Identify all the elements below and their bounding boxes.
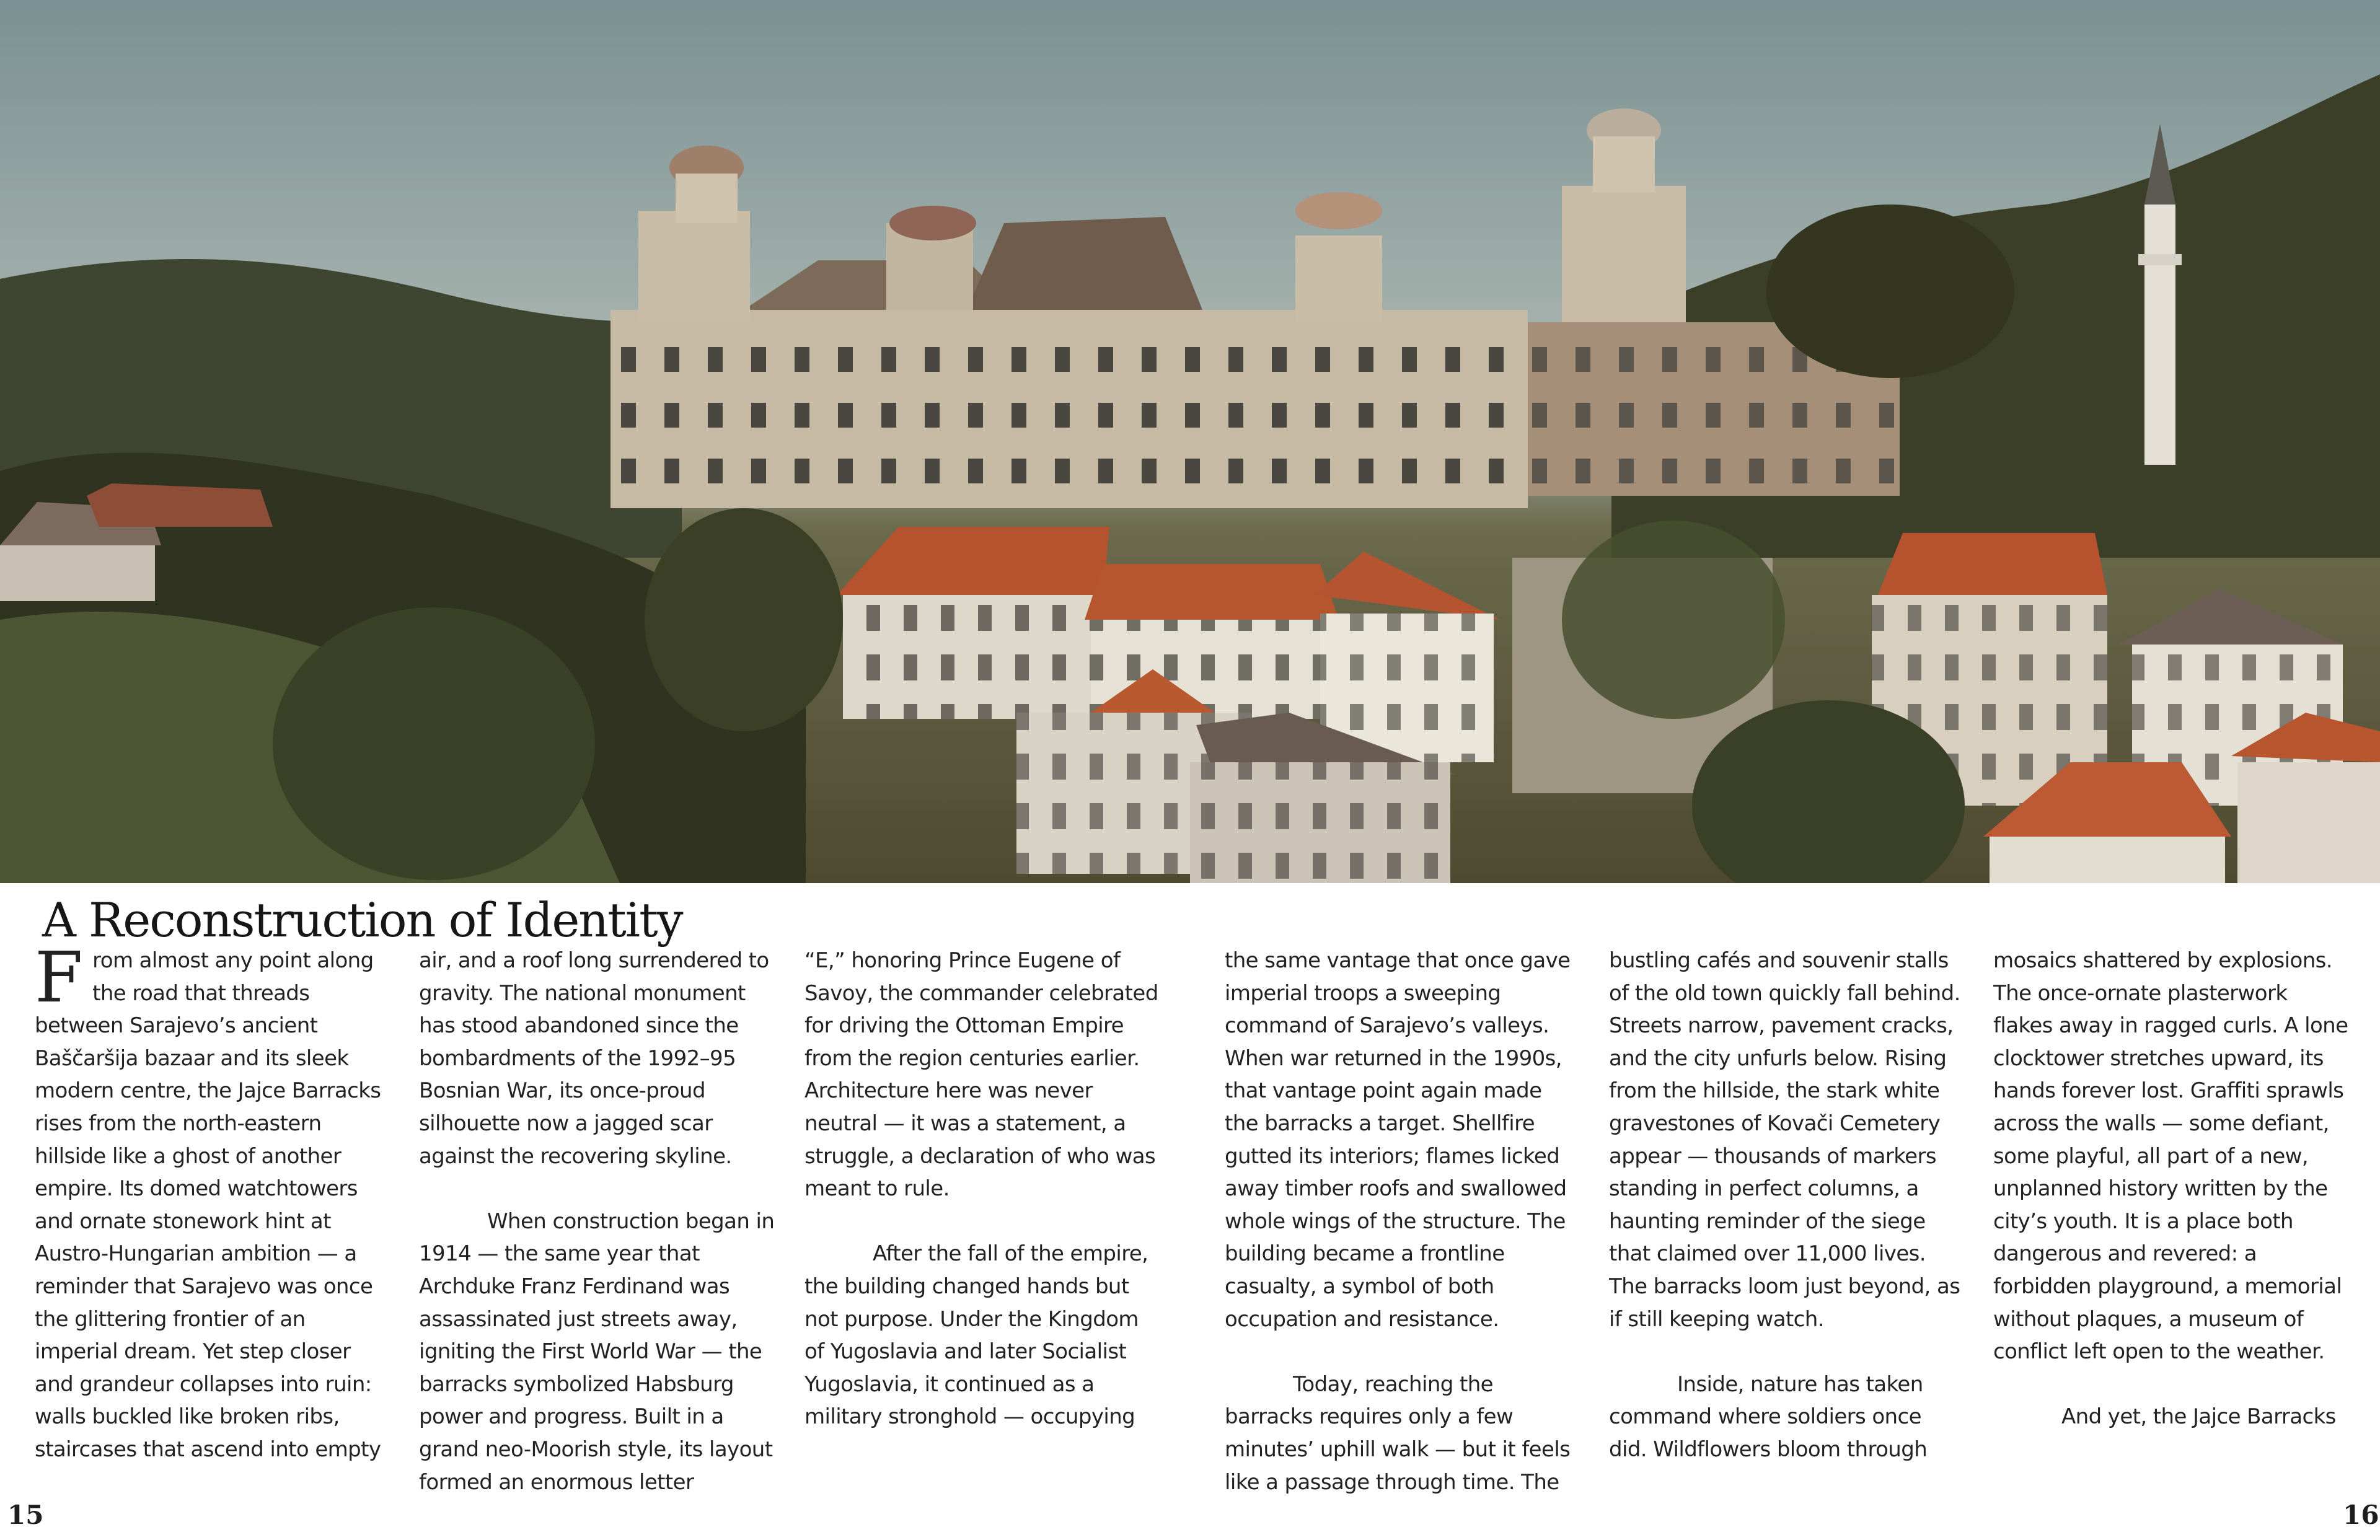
paragraph: mosaics shattered by explosions. The once-ornate plasterwork flakes away in ragged curls. A lone clocktower stretches upward, its hands forever lost. Graffiti sprawls across the walls — some defiant, some playful, all part of a new, unplanned history written by the city’s youth. It is a place both dangerous and revered: a forbidden playground, a memorial without plaques, a museum of conflict left open to the weather. xyxy=(1993,948,2348,1365)
text-column-3 xyxy=(804,944,1161,1515)
text-column-2 xyxy=(419,944,775,1515)
article-title: A Reconstruction of Identity xyxy=(42,892,682,948)
paragraph: After the fall of the empire, the building changed hands but not purpose. Under the Kingdom of Yugoslavia and later Socialist Yugoslavia, it continued as a military stronghold — occupying xyxy=(804,1241,1148,1430)
paragraph xyxy=(35,944,391,1466)
page-number-left: 15 xyxy=(7,1500,44,1530)
text-column-6 xyxy=(1993,944,2350,1515)
page-number-right: 16 xyxy=(2343,1500,2379,1530)
paragraph: air, and a roof long surrendered to gravity. The national monument has stood abandoned since the bombardments of the 1992–95 Bosnian War, its once-proud silhouette now a jagged scar against the recovering skyline. xyxy=(419,948,769,1169)
paragraph: Inside, nature has taken command where soldiers once did. Wildflowers bloom through xyxy=(1609,1371,1928,1462)
paragraph-text: rom almost any point along the road that threads between Sarajevo’s ancient Baščaršija bazaar and its sleek modern centre, the Jajce Barracks rises from the north-eastern hillside like a ghost of another empire. Its domed watchtowers and ornate stonework hint at Austro-Hungarian ambition — a reminder that Sarajevo was once the glittering frontier of an imperial dream. Yet step closer and grandeur collapses into ruin: walls buckled like broken ribs, staircases that ascend into empty xyxy=(35,948,381,1462)
text-column-5 xyxy=(1609,944,1965,1515)
drop-cap: F xyxy=(35,944,83,1018)
paragraph: And yet, the Jajce Barracks xyxy=(2061,1404,2336,1430)
paragraph: “E,” honoring Prince Eugene of Savoy, the commander celebrated for driving the Ottoman Empire from the region centuries earlier. Architecture here was never neutral — it was a statement, a struggle, a declaration of who was meant to rule. xyxy=(804,948,1158,1202)
paragraph: When construction began in 1914 — the same year that Archduke Franz Ferdinand was assassinated just streets away, igniting the First World War — the barracks symbolized Habsburg power and progress. Built in a grand neo-Moorish style, its layout formed an enormous letter xyxy=(419,1208,775,1495)
text-column-1 xyxy=(35,944,391,1515)
text-column-4 xyxy=(1225,944,1581,1515)
paragraph: Today, reaching the barracks requires only a few minutes’ uphill walk — but it feels like a passage through time. The xyxy=(1225,1371,1571,1495)
paragraph: the same vantage that once gave imperial troops a sweeping command of Sarajevo’s valleys. When war returned in the 1990s, that vantage point again made the barracks a target. Shellfire gutted its interiors; flames licked away timber roofs and swallowed whole wings of the structure. The building became a frontline casualty, a symbol of both occupation and resistance. xyxy=(1225,948,1571,1332)
paragraph: bustling cafés and souvenir stalls of the old town quickly fall behind. Streets narrow, pavement cracks, and the city unfurls below. Rising from the hillside, the stark white gravestones of Kovači Cemetery appear — thousands of markers standing in perfect columns, a haunting reminder of the siege that claimed over 11,000 lives. The barracks loom just beyond, as if still keeping watch. xyxy=(1609,948,1960,1332)
